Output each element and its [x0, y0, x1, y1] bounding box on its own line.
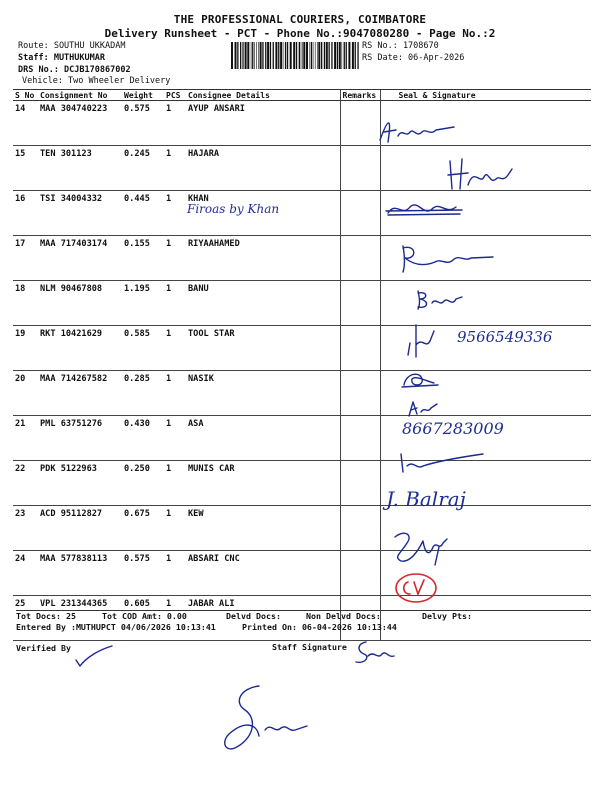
barcode-bar	[252, 42, 253, 69]
signature-row-15	[440, 155, 550, 195]
signature-row-18	[410, 287, 480, 313]
cell-sno: 21	[13, 416, 38, 461]
runsheet-subtitle: Delivery Runsheet - PCT - Phone No.:9047080280 - Page No.:2	[104, 27, 496, 40]
barcode-bar	[334, 42, 336, 69]
signature-row-19	[400, 315, 460, 360]
cell-sno: 16	[13, 191, 38, 236]
barcode-bar	[352, 42, 354, 69]
cell-sno: 23	[13, 506, 38, 551]
cell-weight: 0.575	[122, 101, 164, 146]
cell-remarks	[340, 281, 380, 326]
signature-row-24	[385, 527, 465, 569]
cell-remarks	[340, 416, 380, 461]
cell-consignee: AYUP ANSARI	[186, 101, 340, 146]
col-remarks: Remarks	[340, 90, 380, 101]
col-weight: Weight	[122, 90, 164, 101]
handwritten-phone-row-21	[400, 412, 530, 442]
delivered-docs: Delvd Docs:	[226, 611, 281, 621]
signature-row-22	[395, 448, 495, 478]
barcode-bar	[318, 42, 320, 69]
cell-weight: 0.585	[122, 326, 164, 371]
barcode-bar	[317, 42, 318, 69]
cell-weight: 0.250	[122, 461, 164, 506]
cell-weight: 0.445	[122, 191, 164, 236]
cell-sno: 14	[13, 101, 38, 146]
cell-sno: 19	[13, 326, 38, 371]
barcode-bar	[285, 42, 286, 69]
table-row	[13, 371, 591, 416]
vehicle-label: Vehicle: Two Wheeler Delivery	[22, 76, 171, 86]
barcode-bar	[339, 42, 341, 69]
cell-pcs: 1	[164, 506, 186, 551]
barcode-bar	[299, 42, 300, 69]
cell-sno: 17	[13, 236, 38, 281]
staff-label: Staff: MUTHUKUMAR	[18, 53, 105, 63]
cell-weight: 0.575	[122, 551, 164, 596]
cell-pcs: 1	[164, 236, 186, 281]
barcode-bar	[278, 42, 279, 69]
cell-weight: 0.285	[122, 371, 164, 416]
cell-weight: 1.195	[122, 281, 164, 326]
table-row	[13, 281, 591, 326]
barcode-bar	[283, 42, 284, 69]
cell-consignment: VPL 231344365	[38, 596, 122, 641]
barcode-bar	[240, 42, 241, 69]
barcode-bar	[346, 42, 347, 69]
barcode-bar	[258, 42, 259, 69]
cell-sno: 24	[13, 551, 38, 596]
barcode-bar	[242, 42, 243, 69]
barcode-bar	[342, 42, 343, 69]
cell-sno: 15	[13, 146, 38, 191]
cell-pcs: 1	[164, 416, 186, 461]
cell-consignee: KHAN	[186, 191, 340, 236]
barcode-bar	[262, 42, 263, 69]
handwritten-phone-row-19	[455, 322, 565, 352]
cell-remarks	[340, 461, 380, 506]
phone-text-19: 9566549336	[457, 328, 553, 346]
barcode-bar	[321, 42, 322, 69]
cell-consignee: RIYAAHAMED	[186, 236, 340, 281]
barcode-bar	[326, 42, 328, 69]
cell-consignee: BANU	[186, 281, 340, 326]
staff-signature-label: Staff Signature	[272, 642, 347, 652]
barcode-bar	[256, 42, 257, 69]
cell-consignee: JABAR ALI	[186, 596, 340, 641]
barcode-bar	[270, 42, 271, 69]
cell-consignment: MAA 714267582	[38, 371, 122, 416]
cell-pcs: 1	[164, 326, 186, 371]
barcode-bar	[306, 42, 308, 69]
non-delivered-docs: Non Delvd Docs:	[306, 611, 381, 621]
note-text: Firoas by Khan	[187, 202, 280, 216]
cell-pcs: 1	[164, 551, 186, 596]
verified-signature	[70, 640, 120, 670]
cell-sno: 20	[13, 371, 38, 416]
barcode-bar	[254, 42, 255, 69]
cell-pcs: 1	[164, 281, 186, 326]
cell-consignment: MAA 577838113	[38, 551, 122, 596]
rs-date: RS Date: 06-Apr-2026	[362, 53, 465, 63]
barcode-bar	[231, 42, 233, 69]
rs-number: RS No.: 1708670	[362, 41, 439, 51]
barcode-bar	[293, 42, 295, 69]
signature-row-17	[395, 240, 505, 280]
cell-pcs: 1	[164, 146, 186, 191]
barcode-bar	[251, 42, 252, 69]
barcode-bar	[280, 42, 282, 69]
col-pcs: PCS	[164, 90, 186, 101]
stamp-row-25	[390, 568, 450, 608]
cell-pcs: 1	[164, 101, 186, 146]
cell-consignment: NLM 90467808	[38, 281, 122, 326]
cell-consignment: TEN 301123	[38, 146, 122, 191]
barcode-bar	[267, 42, 269, 69]
cell-remarks	[340, 236, 380, 281]
barcode-bar	[302, 42, 303, 69]
cell-pcs: 1	[164, 461, 186, 506]
drs-number: DRS No.: DCJB170867002	[18, 65, 131, 75]
cell-consignee: MUNIS CAR	[186, 461, 340, 506]
cell-consignee: NASIK	[186, 371, 340, 416]
large-signature	[215, 680, 325, 760]
barcode-bar	[296, 42, 297, 69]
cell-weight: 0.430	[122, 416, 164, 461]
signature-row-20	[398, 365, 448, 395]
col-consignment: Consignment No	[38, 90, 122, 101]
table-row	[13, 101, 591, 146]
signature-row-14	[370, 110, 490, 150]
barcode-bar	[329, 42, 330, 69]
table-header-row	[13, 90, 591, 101]
cell-remarks	[340, 551, 380, 596]
cell-consignee: KEW	[186, 506, 340, 551]
cell-consignee: TOOL STAR	[186, 326, 340, 371]
barcode-bar	[311, 42, 312, 69]
entered-by: Entered By :MUTHUPCT 04/06/2026 10:13:41	[16, 622, 216, 632]
barcode-bar	[313, 42, 314, 69]
barcode-bar	[355, 42, 356, 69]
cell-consignee: HAJARA	[186, 146, 340, 191]
cell-consignment: TSI 34004332	[38, 191, 122, 236]
barcode-bar	[235, 42, 237, 69]
cell-weight: 0.155	[122, 236, 164, 281]
delivery-points: Delvy Pts:	[422, 611, 472, 621]
barcode-bar	[310, 42, 311, 69]
barcode-bar	[357, 42, 358, 69]
cell-weight: 0.605	[122, 596, 164, 641]
cell-weight: 0.245	[122, 146, 164, 191]
signature-row-23	[380, 480, 520, 520]
barcode-bar	[303, 42, 305, 69]
verified-by-label: Verified By	[16, 643, 71, 653]
company-title: THE PROFESSIONAL COURIERS, COIMBATORE	[173, 13, 427, 26]
cell-remarks	[340, 191, 380, 236]
barcode-bar	[348, 42, 350, 69]
col-consignee: Consignee Details	[186, 90, 340, 101]
sign-text-23: J. Balraj	[386, 487, 466, 511]
barcode-bar	[324, 42, 325, 69]
cell-consignment: MAA 304740223	[38, 101, 122, 146]
barcode-bar	[247, 42, 249, 69]
handwritten-note-row-16	[185, 197, 325, 221]
col-seal-signature: Seal & Signature	[380, 90, 591, 101]
barcode-bar	[243, 42, 244, 69]
barcode-bar	[337, 42, 338, 69]
total-cod: Tot COD Amt: 0.00	[102, 611, 187, 621]
barcode-bar	[260, 42, 262, 69]
cell-remarks	[340, 326, 380, 371]
barcode-bar	[331, 42, 332, 69]
barcode	[231, 42, 359, 69]
barcode-bar	[301, 42, 302, 69]
total-docs: Tot Docs: 25	[16, 611, 76, 621]
barcode-bar	[315, 42, 316, 69]
cell-consignment: RKT 10421629	[38, 326, 122, 371]
cell-consignment: PDK 5122963	[38, 461, 122, 506]
cell-sno: 25	[13, 596, 38, 641]
cell-consignee: ABSARI CNC	[186, 551, 340, 596]
cell-pcs: 1	[164, 191, 186, 236]
barcode-bar	[245, 42, 247, 69]
cell-pcs: 1	[164, 596, 186, 641]
signature-row-16	[380, 195, 470, 225]
cell-sno: 22	[13, 461, 38, 506]
cell-consignment: MAA 717403174	[38, 236, 122, 281]
phone-text-21: 8667283009	[402, 419, 504, 438]
cell-remarks	[340, 506, 380, 551]
cell-pcs: 1	[164, 371, 186, 416]
barcode-bar	[275, 42, 277, 69]
printed-on: Printed On: 06-04-2026 10:13:44	[242, 622, 397, 632]
cell-consignee: ASA	[186, 416, 340, 461]
barcode-bar	[290, 42, 292, 69]
table-row	[13, 596, 591, 641]
barcode-bar	[344, 42, 345, 69]
cell-weight: 0.675	[122, 506, 164, 551]
cell-remarks	[340, 371, 380, 416]
col-sno: S No	[13, 90, 38, 101]
cell-sno: 18	[13, 281, 38, 326]
route-label: Route: SOUTHU UKKADAM	[18, 41, 126, 51]
barcode-bar	[265, 42, 266, 69]
barcode-bar	[287, 42, 288, 69]
barcode-bar	[237, 42, 238, 69]
cell-remarks	[340, 146, 380, 191]
table-row	[13, 551, 591, 596]
staff-signature-mark	[350, 638, 400, 668]
cell-consignment: ACD 95112827	[38, 506, 122, 551]
cell-consignment: PML 63751276	[38, 416, 122, 461]
barcode-bar	[273, 42, 274, 69]
